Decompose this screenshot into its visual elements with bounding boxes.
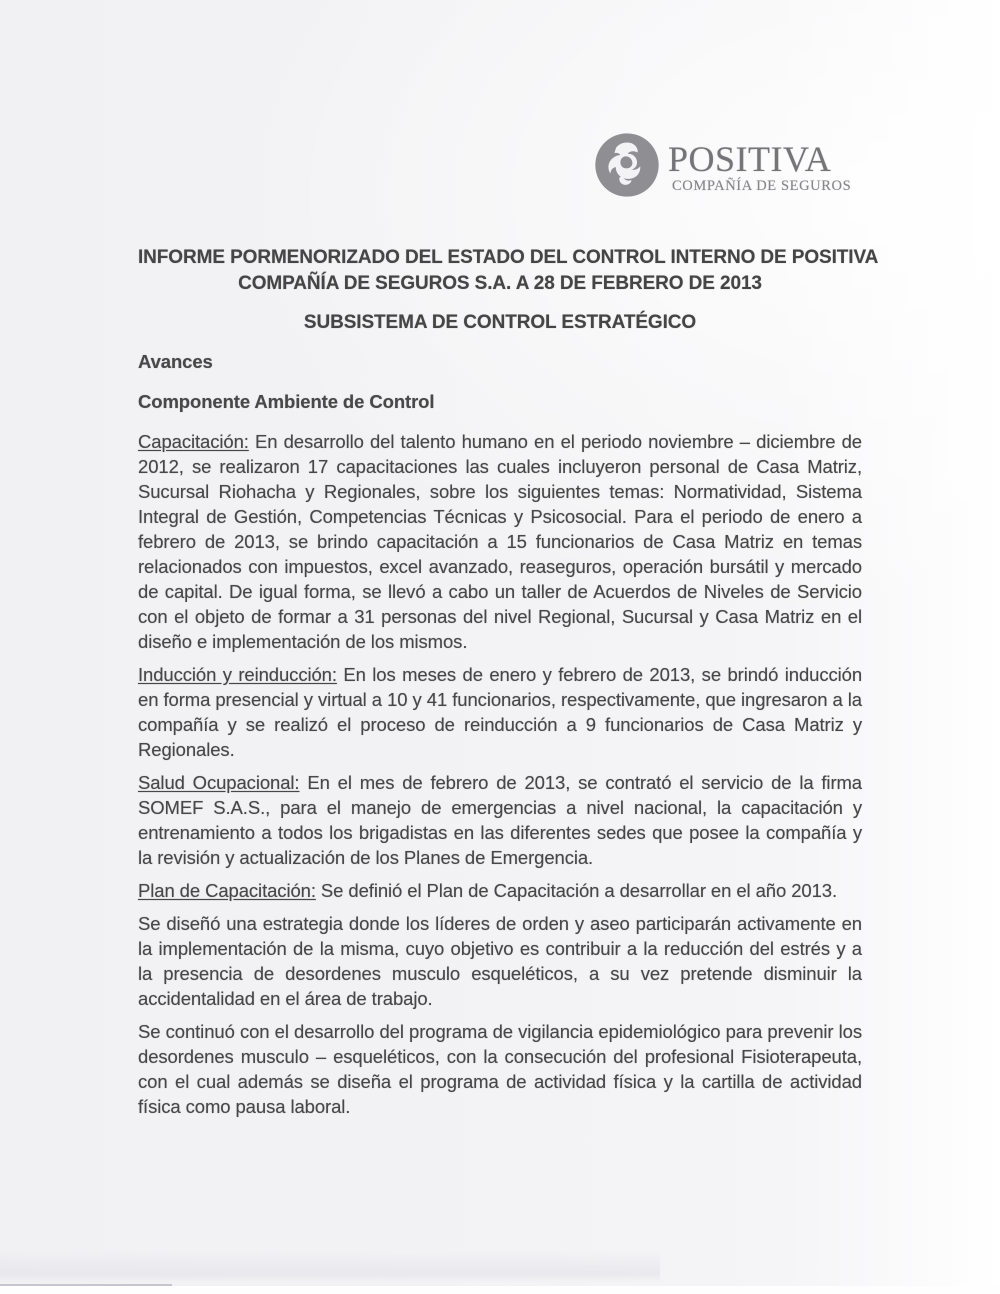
paragraph-lead: Plan de Capacitación: xyxy=(138,880,316,901)
paragraph-lead: Salud Ocupacional: xyxy=(138,772,300,793)
paragraph-text: Se definió el Plan de Capacitación a desarrollar en el año 2013. xyxy=(315,880,837,901)
paragraph-capacitacion xyxy=(138,429,862,654)
paragraph-text: Se continuó con el desarrollo del programa de vigilancia epidemiológico para prevenir los desordenes musculo – esqueléticos, con la consecución del profesional Fisioterapeuta, con el cual además se diseña el programa de actividad física y la cartilla de actividad física como pausa laboral. xyxy=(138,1021,862,1117)
logo-tagline: COMPAÑÍA DE SEGUROS xyxy=(672,178,852,194)
positiva-logo xyxy=(594,126,851,204)
paragraph-text: Se diseñó una estrategia donde los líderes de orden y aseo participarán activamente en la implementación de la misma, cuyo objetivo es contribuir a la reducción del estrés y a la presencia de desordenes musculo esqueléticos, a su vez pretende disminuir la accidentalidad en el área de trabajo. xyxy=(138,913,862,1009)
component-heading: Componente Ambiente de Control xyxy=(138,391,435,412)
document-subtitle: SUBSISTEMA DE CONTROL ESTRATÉGICO xyxy=(303,312,697,333)
document-title xyxy=(138,245,879,297)
logo-brand-name: POSITIVA xyxy=(668,139,832,179)
section-heading-avances: Avances xyxy=(138,351,213,372)
document-body xyxy=(138,245,879,1119)
paragraph-estrategia-orden-aseo xyxy=(138,911,862,1011)
paragraph-lead: Inducción y reinducción: xyxy=(138,664,337,685)
paragraph-salud-ocupacional xyxy=(138,770,862,870)
scan-artifact-bottom-edge xyxy=(0,1286,1000,1294)
paragraph-text: En el mes de febrero de 2013, se contrató el servicio de la firma SOMEF S.A.S., para el manejo de emergencias a nivel nacional, la capacitación y entrenamiento a todos los brigadistas en las diferentes sedes que posee la compañía y la revisión y actualización de los Planes de Emergencia. xyxy=(138,772,862,868)
paragraph-text: En desarrollo del talento humano en el periodo noviembre – diciembre de 2012, se realizaron 17 capacitaciones las cuales incluyeron personal de Casa Matriz, Sucursal Riohacha y Regionales, sobre los siguientes temas: Normatividad, Sistema Integral de Gestión, Competencias Técnicas y Psicosocial. Para el periodo de enero a febrero de 2013, se brindo capacitación a 15 funcionarios de Casa Matriz en temas relacionados con impuestos, excel avanzado, reaseguros, operación bursátil y mercado de capital. De igual forma, se llevó a cabo un taller de Acuerdos de Niveles de Servicio con el objeto de formar a 31 personas del nivel Regional, Sucursal y Casa Matriz en el diseño e implementación de los mismos. xyxy=(138,431,862,652)
paragraph-plan-capacitacion xyxy=(138,878,862,903)
paragraph-induccion xyxy=(138,662,862,762)
paragraph-text: En los meses de enero y febrero de 2013, se brindó inducción en forma presencial y virtual a 10 y 41 funcionarios, respectivamente, que ingresaron a la compañía y se realizó el proceso de reinducción a 9 funcionarios de Casa Matriz y Regionales. xyxy=(138,664,863,760)
paragraph-vigilancia-epidemiologica xyxy=(138,1019,862,1119)
title-line-1: INFORME PORMENORIZADO DEL ESTADO DEL CONTROL INTERNO DE POSITIVA xyxy=(138,247,879,268)
paragraph-lead: Capacitación: xyxy=(138,431,249,452)
title-line-2: COMPAÑÍA DE SEGUROS S.A. A 28 DE FEBRERO DE 2013 xyxy=(238,273,762,294)
positiva-swirl-icon xyxy=(594,126,660,204)
scan-artifact-band xyxy=(0,1250,660,1282)
